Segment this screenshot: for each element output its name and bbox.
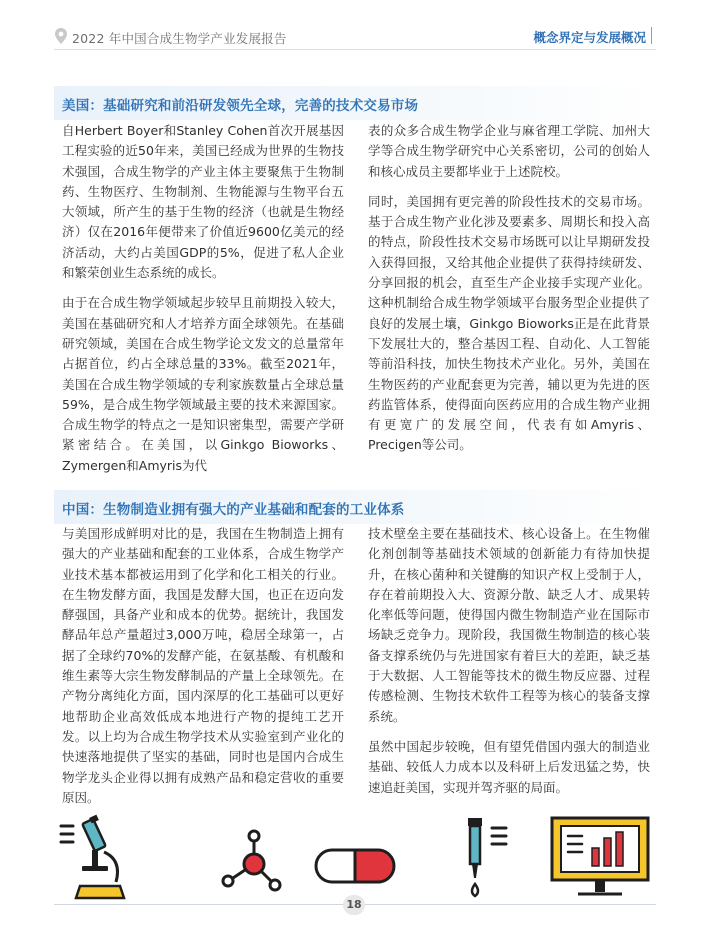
chapter-title: 概念界定与发展概况 xyxy=(533,30,646,45)
usa-column-left xyxy=(62,121,344,476)
map-pin-icon xyxy=(54,27,68,45)
china-column-left xyxy=(62,524,344,808)
paragraph: 表的众多合成生物学企业与麻省理工学院、加州大学等合成生物学研究中心关系密切，公司的创始人和核心成员主要都毕业于上述院校。 xyxy=(368,123,650,179)
monitor-chart-icon xyxy=(548,814,652,900)
paragraph: 由于在合成生物学领域起步较早且前期投入较大，美国在基础研究和人才培养方面全球领先。在基础研究领域，美国在合成生物学论文发文的总量常年占据首位，约占全球总量的33%。截至2021年，美国在合成生物学领域的专利家族数量占全球总量59%，是合成生物学领域最主要的技术来源国家。合成生物学的特点之一是知识密集型，需要产学研紧密结合。在美国，以Ginkgo Bioworks、Zymergen和Amyris为代 xyxy=(62,295,344,473)
capsule-icon xyxy=(312,846,398,886)
paragraph: 自Herbert Boyer和Stanley Cohen首次开展基因工程实验的近50年来，美国已经成为世界的生物技术强国，合成生物学的产业主体主要聚焦于生物制药、生物医疗、生物制剂、生物能源与生物平台五大领域，所产生的基于生物的经济（也就是生物经济）仅在2016年便带来了价值近9600亿美元的经济活动，大约占美国GDP的5%，促进了私人企业和繁荣创业生态系统的成长。 xyxy=(62,123,344,281)
usa-column-right xyxy=(368,121,650,456)
section-title-china: 中国：生物制造业拥有强大的产业基础和配套的工业体系 xyxy=(62,502,405,518)
report-title: 2022 年中国合成生物学产业发展报告 xyxy=(72,31,287,46)
paragraph: 虽然中国起步较晚，但有望凭借国内强大的制造业基础、较低人力成本以及科研上后发迅猛之势，快速追赶美国，实现并驾齐驱的局面。 xyxy=(368,738,650,795)
section-title-usa: 美国：基础研究和前沿研发领先全球，完善的技术交易市场 xyxy=(62,98,419,114)
paragraph: 同时，美国拥有更完善的阶段性技术的交易市场。基于合成生物产业化涉及要素多、周期长和投入高的特点，阶段性技术交易市场既可以让早期研发投入获得回报，又给其他企业提供了获得持续研发、分享回报的机会，直至生产企业接手实现产业化。这种机制给合成生物学领域平台服务型企业提供了良好的发展土壤，Ginkgo Bioworks正是在此背景下发展壮大的，整合基因工程、自动化、人工智能等前沿科技，加快生物技术产业化。另外，美国在生物医药的产业配套更为完善，辅以更为先进的医药监管体系，使得面向医药应用的合成生物产业拥有更宽广的发展空间，代表有如Amyris、Precigen等公司。 xyxy=(368,193,650,453)
page-header xyxy=(0,0,710,46)
paragraph: 技术壁垒主要在基础技术、核心设备上。在生物催化剂创制等基础技术领域的创新能力有待加快提升，在核心菌种和关键酶的知识产权上受制于人，存在着前期投入大、资源分散、缺乏人才、成果转化率低等问题，使得国内微生物制造产业在国际市场缺乏竞争力。现阶段，我国微生物制造的核心装备支撑系统仍与先进国家有着巨大的差距，缺乏基于大数据、人工智能等技术的微生物反应器、过程传感检测、生物技术软件工程等为核心的装备支撑系统。 xyxy=(368,526,650,724)
molecule-icon xyxy=(216,824,286,896)
page-number: 18 xyxy=(343,895,365,915)
header-divider xyxy=(651,27,652,44)
china-column-right xyxy=(368,524,650,798)
paragraph: 与美国形成鲜明对比的是，我国在生物制造上拥有强大的产业基础和配套的工业体系，合成生物学产业技术基本都被运用到了化学和化工相关的行业。在生物发酵方面，我国是发酵大国，也正在迈向发酵强国，具备产业和成本的优势。据统计，我国发酵品年总产量超过3,000万吨，稳居全球第一，占据了全球约70%的发酵产能，在氨基酸、有机酸和维生素等大宗生物发酵制品的产量上全球领先。在产物分离纯化方面，国内深厚的化工基础可以更好地帮助企业高效低成本地进行产物的提纯工艺开发。以上均为合成生物学技术从实验室到产业化的快速落地提供了坚实的基础，同时也是国内合成生物学龙头企业得以拥有成熟产品和稳定营收的重要原因。 xyxy=(62,526,344,805)
dropper-icon xyxy=(458,812,514,898)
microscope-icon xyxy=(58,812,134,900)
header-rule xyxy=(54,49,656,50)
